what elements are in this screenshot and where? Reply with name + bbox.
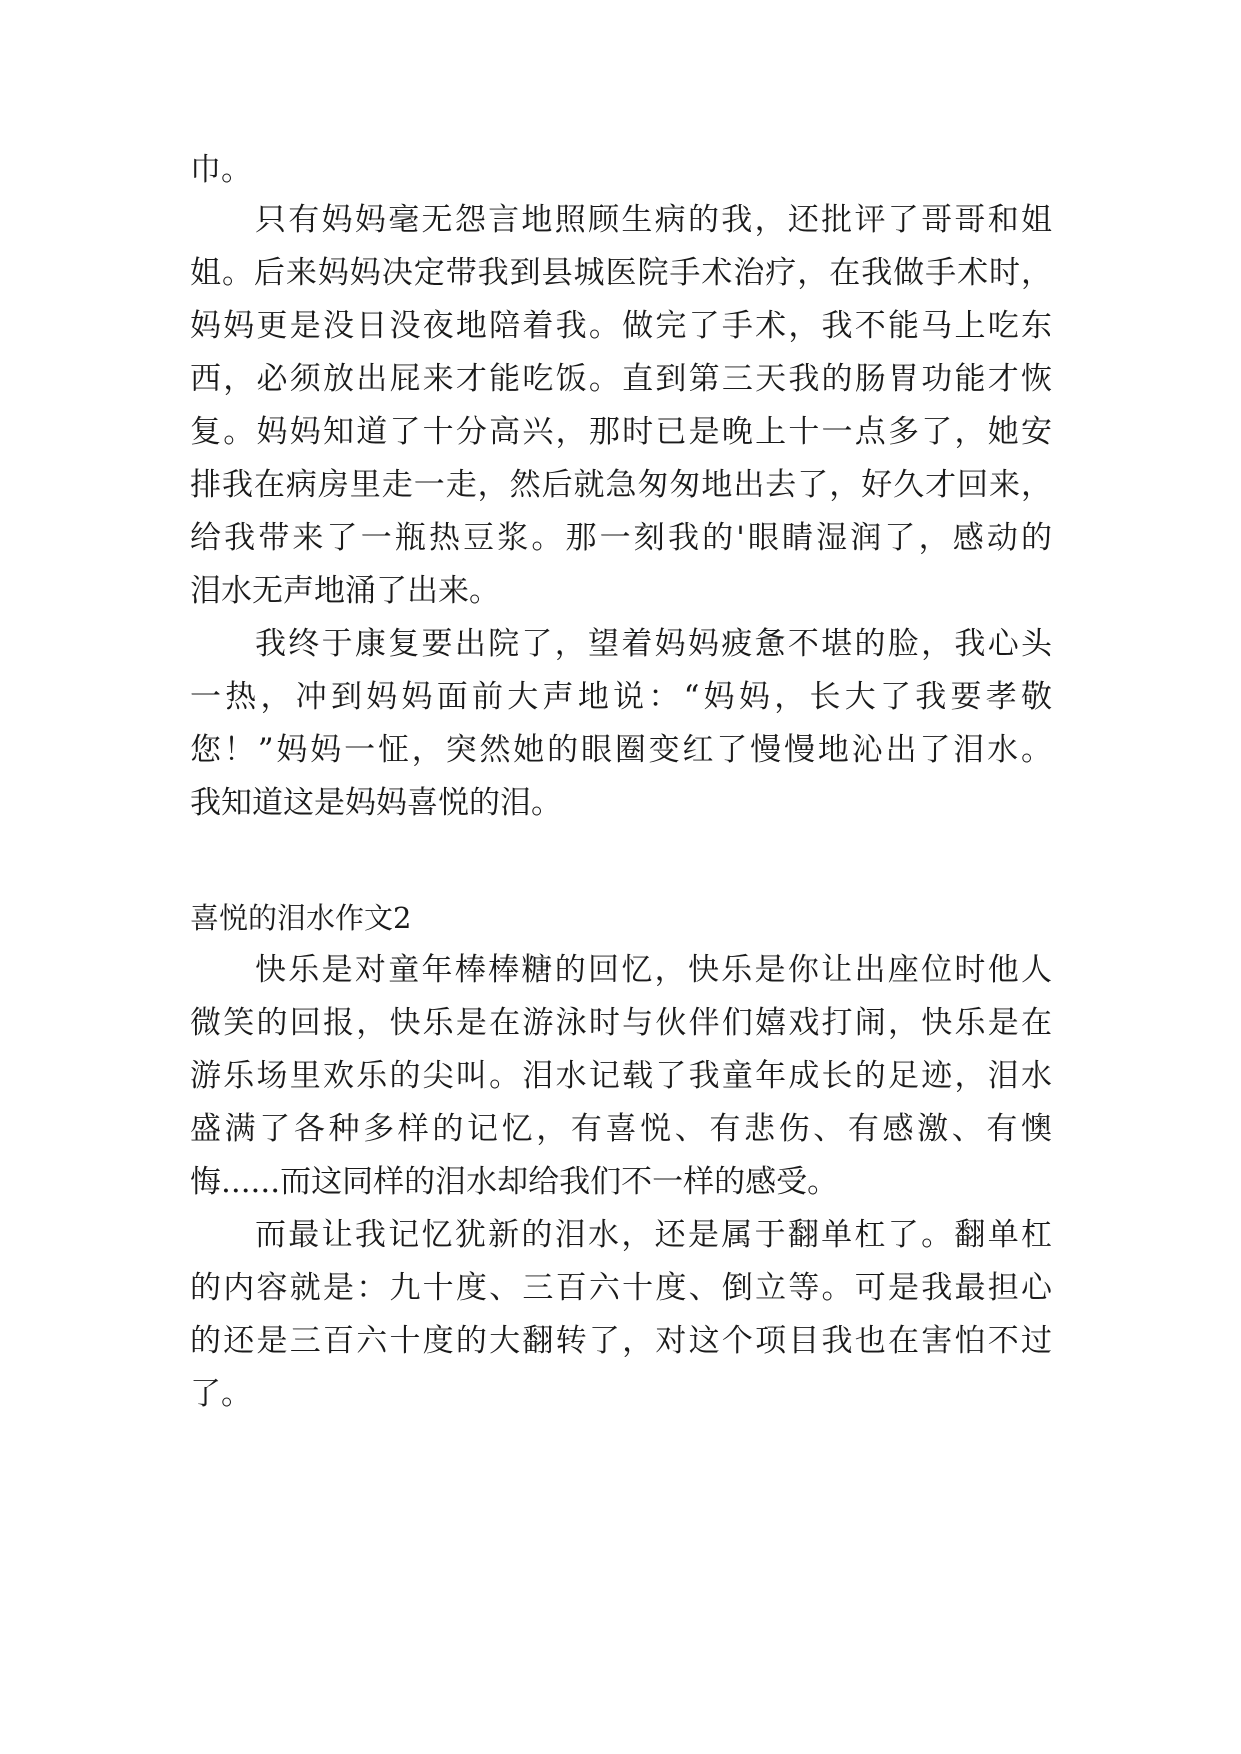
paragraph-first-line: 我终于康复要出院了，望着妈妈疲惫不堪的脸，我心头 (255, 626, 1052, 662)
text-line: 我知道这是妈妈喜悦的泪。 (190, 785, 562, 821)
text-line: 您！”妈妈一怔，突然她的眼圈变红了慢慢地沁出了泪水。 (190, 732, 1052, 768)
text-line: 西，必须放出屁来才能吃饭。直到第三天我的肠胃功能才恢 (190, 361, 1052, 397)
text-line: 给我带来了一瓶热豆浆。那一刻我的'眼睛湿润了，感动的 (190, 520, 1052, 556)
text-line: 巾。 (190, 152, 252, 188)
text-line: 悔......而这同样的泪水却给我们不一样的感受。 (190, 1164, 839, 1200)
text-line: 微笑的回报，快乐是在游泳时与伙伴们嬉戏打闹，快乐是在 (190, 1005, 1052, 1041)
text-line: 妈妈更是没日没夜地陪着我。做完了手术，我不能马上吃东 (190, 308, 1052, 344)
text-line: 复。妈妈知道了十分高兴，那时已是晚上十一点多了，她安 (190, 414, 1052, 450)
text-line: 的还是三百六十度的大翻转了，对这个项目我也在害怕不过 (190, 1323, 1052, 1359)
text-line: 了。 (190, 1376, 252, 1412)
paragraph-first-line: 快乐是对童年棒棒糖的回忆，快乐是你让出座位时他人 (255, 952, 1052, 988)
text-line: 泪水无声地涌了出来。 (190, 573, 500, 609)
text-line: 姐。后来妈妈决定带我到县城医院手术治疗，在我做手术时， (190, 255, 1052, 291)
text-line: 盛满了各种多样的记忆，有喜悦、有悲伤、有感激、有懊 (190, 1111, 1052, 1147)
paragraph-first-line: 而最让我记忆犹新的泪水，还是属于翻单杠了。翻单杠 (255, 1217, 1052, 1253)
text-line: 游乐场里欢乐的尖叫。泪水记载了我童年成长的足迹，泪水 (190, 1058, 1052, 1094)
text-line: 的内容就是：九十度、三百六十度、倒立等。可是我最担心 (190, 1270, 1052, 1306)
text-line: 排我在病房里走一走，然后就急匆匆地出去了，好久才回来， (190, 467, 1052, 503)
section-heading: 喜悦的泪水作文2 (190, 901, 412, 935)
paragraph-first-line: 只有妈妈毫无怨言地照顾生病的我，还批评了哥哥和姐 (255, 202, 1052, 238)
text-line: 一热，冲到妈妈面前大声地说：“妈妈，长大了我要孝敬 (190, 679, 1052, 715)
